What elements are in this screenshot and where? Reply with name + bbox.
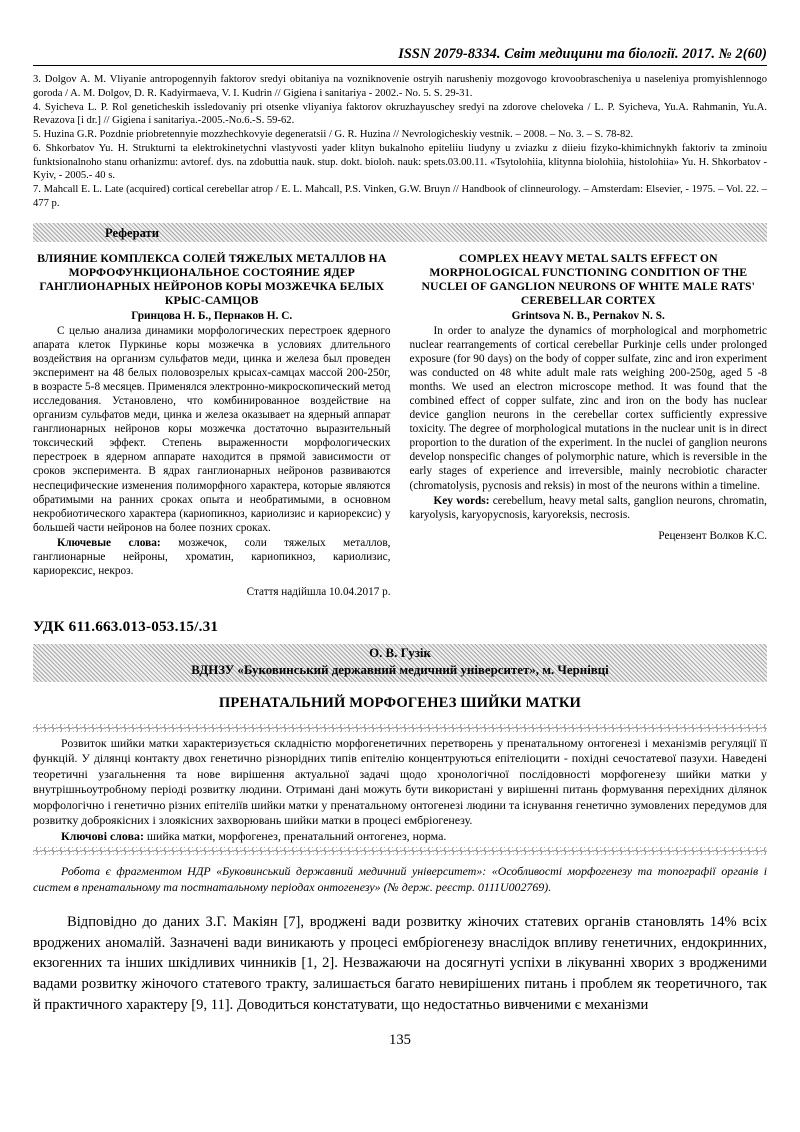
abstracts-section-band [33, 223, 767, 242]
funding-note-text: Робота є фрагментом НДР «Буковинський державний медичний університет»: «Особливості морфогенезу та топографії органів і систем в пренатальному та постнатальному періодах онтогенезу» (№ держ. реєстр. 0111U002769). [33, 864, 767, 894]
article-body-paragraph: Відповідно до даних З.Г. Макіян [7], вроджені вади розвитку жіночих статевих органів становлять 14% всіх вроджених аномалій. Зазначені вади виникають у процесі ембріогенезу внаслідок впливу генетичних, ендокринних, екзогенних та інших шкідливих чинників [1, 2]. Незважаючи на досягнуті успіхи в лікуванні хворих з вродженими вадами розвитку жіночого статевого тракту, залишається багато невирішених питань і проблем як теоретичного, так й практичного характеру [9, 11]. Доводиться констатувати, що недостатньо вивченими є механізми [33, 914, 767, 1013]
article-abstract-text: Розвиток шийки матки характеризується складністю морфогенетичних перетворень у пренатальному онтогенезі і механізмів регуляції її функцій. У ділянці контакту двох генетично різнорідних типів епітелію концентруються епітеліоцити - похідні сечостатевої пазухи. Наведені теоретичні узагальнення та нове вирішення актуальної задачі щодо хронологічної послідовності морфогенезу шийки матки у внутрішньоутробному періоді розвитку людини. Отримані дані можуть бути використані у вирішенні питань формування перехідних ділянок морфологічно і генетично різних епітеліїв шийки матки у пренатальному онтогенезі людини та існування генетично зумовлених передумов для розвитку доброякісних і злоякісних захворювань шийки матки в процесі ембріогенезу. [33, 735, 767, 828]
abstract-title-en: COMPLEX HEAVY METAL SALTS EFFECT ON MORPHOLOGICAL FUNCTIONING CONDITION OF THE NUCLEI OF GANGLION NEURONS OF WHITE MALE RATS' CEREBELLAR CORTEX [421, 251, 755, 308]
article-body [33, 912, 767, 1016]
abstract-body-ru [33, 324, 391, 578]
page-number: 135 [389, 1031, 411, 1048]
article-keywords-text: шийка матки, морфогенез, пренатальний онтогенез, норма. [146, 828, 447, 843]
article-title: ПРЕНАТАЛЬНИЙ МОРФОГЕНЕЗ ШИЙКИ МАТКИ [218, 694, 582, 711]
running-head: ISSN 2079-8334. Світ медицини та біології. 2017. № 2(60) [398, 46, 767, 62]
keywords-ru [33, 536, 391, 578]
article-keywords-label: Ключові слова: [61, 828, 144, 843]
keywords-text-ru: мозжечок, соли тяжелых металлов, ганглионарные нейроны, хроматин, кариопикноз, кариолизис, кариорексис, некроз. [33, 536, 391, 577]
article-abstract-ua [33, 736, 767, 844]
abstracts-section-label: Реферати [105, 225, 159, 240]
keywords-text-en: cerebellum, heavy metal salts, ganglion neurons, chromatin, karyolysis, karyopycnosis, karyoreksis, necrosis. [409, 494, 767, 521]
reviewer-name: Рецензент Волков К.С. [658, 529, 767, 542]
abstract-russian [33, 252, 391, 598]
keywords-label-en: Key words: [433, 494, 490, 507]
abstract-authors-ru: Гринцова Н. Б., Пернаков Н. С. [131, 309, 293, 322]
abstract-authors-en: Grintsova N. B., Pernakov N. S. [511, 309, 665, 322]
abstract-body-en [410, 324, 768, 522]
header-rule [33, 65, 767, 66]
wavy-divider-top [33, 724, 767, 732]
abstract-title-ru: ВЛИЯНИЕ КОМПЛЕКСА СОЛЕЙ ТЯЖЕЛЫХ МЕТАЛЛОВ НА МОРФОФУНКЦИОНАЛЬНОЕ СОСТОЯНИЕ ЯДЕР ГАНГЛИОНАРНЫХ НЕЙРОНОВ КОРЫ МОЗЖЕЧКА БЕЛЫХ КРЫС-САМЦОВ [37, 251, 387, 308]
reference-list [33, 73, 767, 211]
reference-item: 5. Huzina G.R. Pozdnie priobretennyie mozzhechkovyie degeneratsii / G. R. Huzina // Nevrologicheskiy vestnik. – 2008. – No. 3. – S. 78-82. [33, 129, 634, 141]
article-keywords [33, 829, 767, 844]
reference-item: 7. Mahcall E. L. Late (acquired) cortical cerebellar atrop / E. L. Mahcall, P.S. Vinken, G.W. Bruyn // Handbook of clinneurology. – Amsterdam: Elsevier, - 1975. – Vol. 22. –477 p. [33, 184, 767, 209]
keywords-en [410, 494, 768, 522]
article-header-band [33, 644, 767, 682]
submission-date: Стаття надійшла 10.04.2017 р. [246, 585, 391, 598]
article-author: О. В. Гузік [369, 645, 431, 660]
funding-note [33, 864, 767, 895]
keywords-label-ru: Ключевые слова: [57, 536, 161, 549]
abstract-columns [33, 252, 767, 598]
reference-item: 3. Dolgov A. M. Vliyanie antropogennyih faktorov sredyi obitaniya na vozniknovenie ostryih narusheniy mozgovogo krovoobrascheniya u naseleniya promyishlennogo goroda / A. M. Dolgov, D. R. Kadyirmaeva, V. I. Kudrin // Gigiena i sanitariya - 2002.- No. 5. S. 29-31. [33, 74, 767, 99]
wavy-divider-bottom [33, 847, 767, 855]
abstract-text-en: In order to analyze the dynamics of morphological and morphometric nuclear rearrangements of cortical cerebellar Purkinje cells under prolonged exposure (for 90 days) on the body of copper sulfate, zinc and iron experiment was conducted on 48 white adult male rats weighing 200-250g, aged 5 -8 months. We used an electron microscope method. It was found that the combined effect of copper sulfate, zinc and iron on the body has nuclear device ganglion neurons in the cerebellar cortex sufficiently expressive toxicity. The degree of morphological mutations in the nuclear unit is in direct proportion to the duration of the experiment. In the nuclei of ganglion neurons develop nonspecific changes of polymorphic nature, which is reversible in the early stages of experience and irreversible, mainly necrobiotic character (chromatolysis, pycnosis and reksis) in most of the neurons within a timeline. [409, 324, 767, 492]
abstract-text-ru: С целью анализа динамики морфологических перестроек ядерного апарата клеток Пуркинье коры мозжечка в условиях длительного воздействия на организм сульфатов меди, цинка и железа был проведен эксперимент на 48 белых половозрелых крысах-самцах массой 200-250г, в возрасте 5-8 месяцев. Применялся электронно-микроскопический метод исследования. Установлено, что комбинированное воздействие на организм сульфатов меди, цинка и железа оказывает на ядерный аппарат ганглионарных нейронов коры мозжечка достаточно выразительный токсический эффект. Степень выраженности морфологических перестроек в ядерном аппарате находится в прямой зависимости от сроков эксперимента. В ядрах ганглионарных нейронов развиваются неспецифические изменения полиморфного характера, которые являются обратимыми на ранних сроках опыта и необратимыми, в основном некробиотического характера (кариопикноз, кариолизис и кариорексис) у большей части нейронов на более позних сроках. [33, 324, 391, 534]
reference-item: 6. Shkorbatov Yu. H. Strukturni ta elektrokinetychni vlastyvosti yader klityn bukalnoho epiteliiu liudyny u zviazku z diieiu fizyko-khimichnykh faktoriv ta zminoiu funktsionalnoho stanu orhanizmu: avtoref. dys. na zdobuttia nauk. stup. dokt. bioloh. nauk: spets.03.00.11. «Tsytolohiia, klitynna biolohiia, histolohiia» Yu. H. Shkorbatov - Kyiv, - 2005.- 40 s. [33, 142, 767, 182]
abstract-english [410, 252, 768, 598]
udc-code: УДК 611.663.013-053.15/.31 [33, 617, 219, 635]
article-affiliation: ВДНЗУ «Буковинський державний медичний університет», м. Чернівці [191, 663, 609, 678]
reference-item: 4. Syicheva L. P. Rol geneticheskih issledovaniy pri otsenke vliyaniya faktorov okruzhayuschey sredyi na zdorove cheloveka / L. P. Syicheva, Yu.A. Rahmanin, Yu.A. Revazova [i dr.] // Gigiena i sanitariya.-2005.-No.6.-S. 59-62. [33, 101, 767, 127]
